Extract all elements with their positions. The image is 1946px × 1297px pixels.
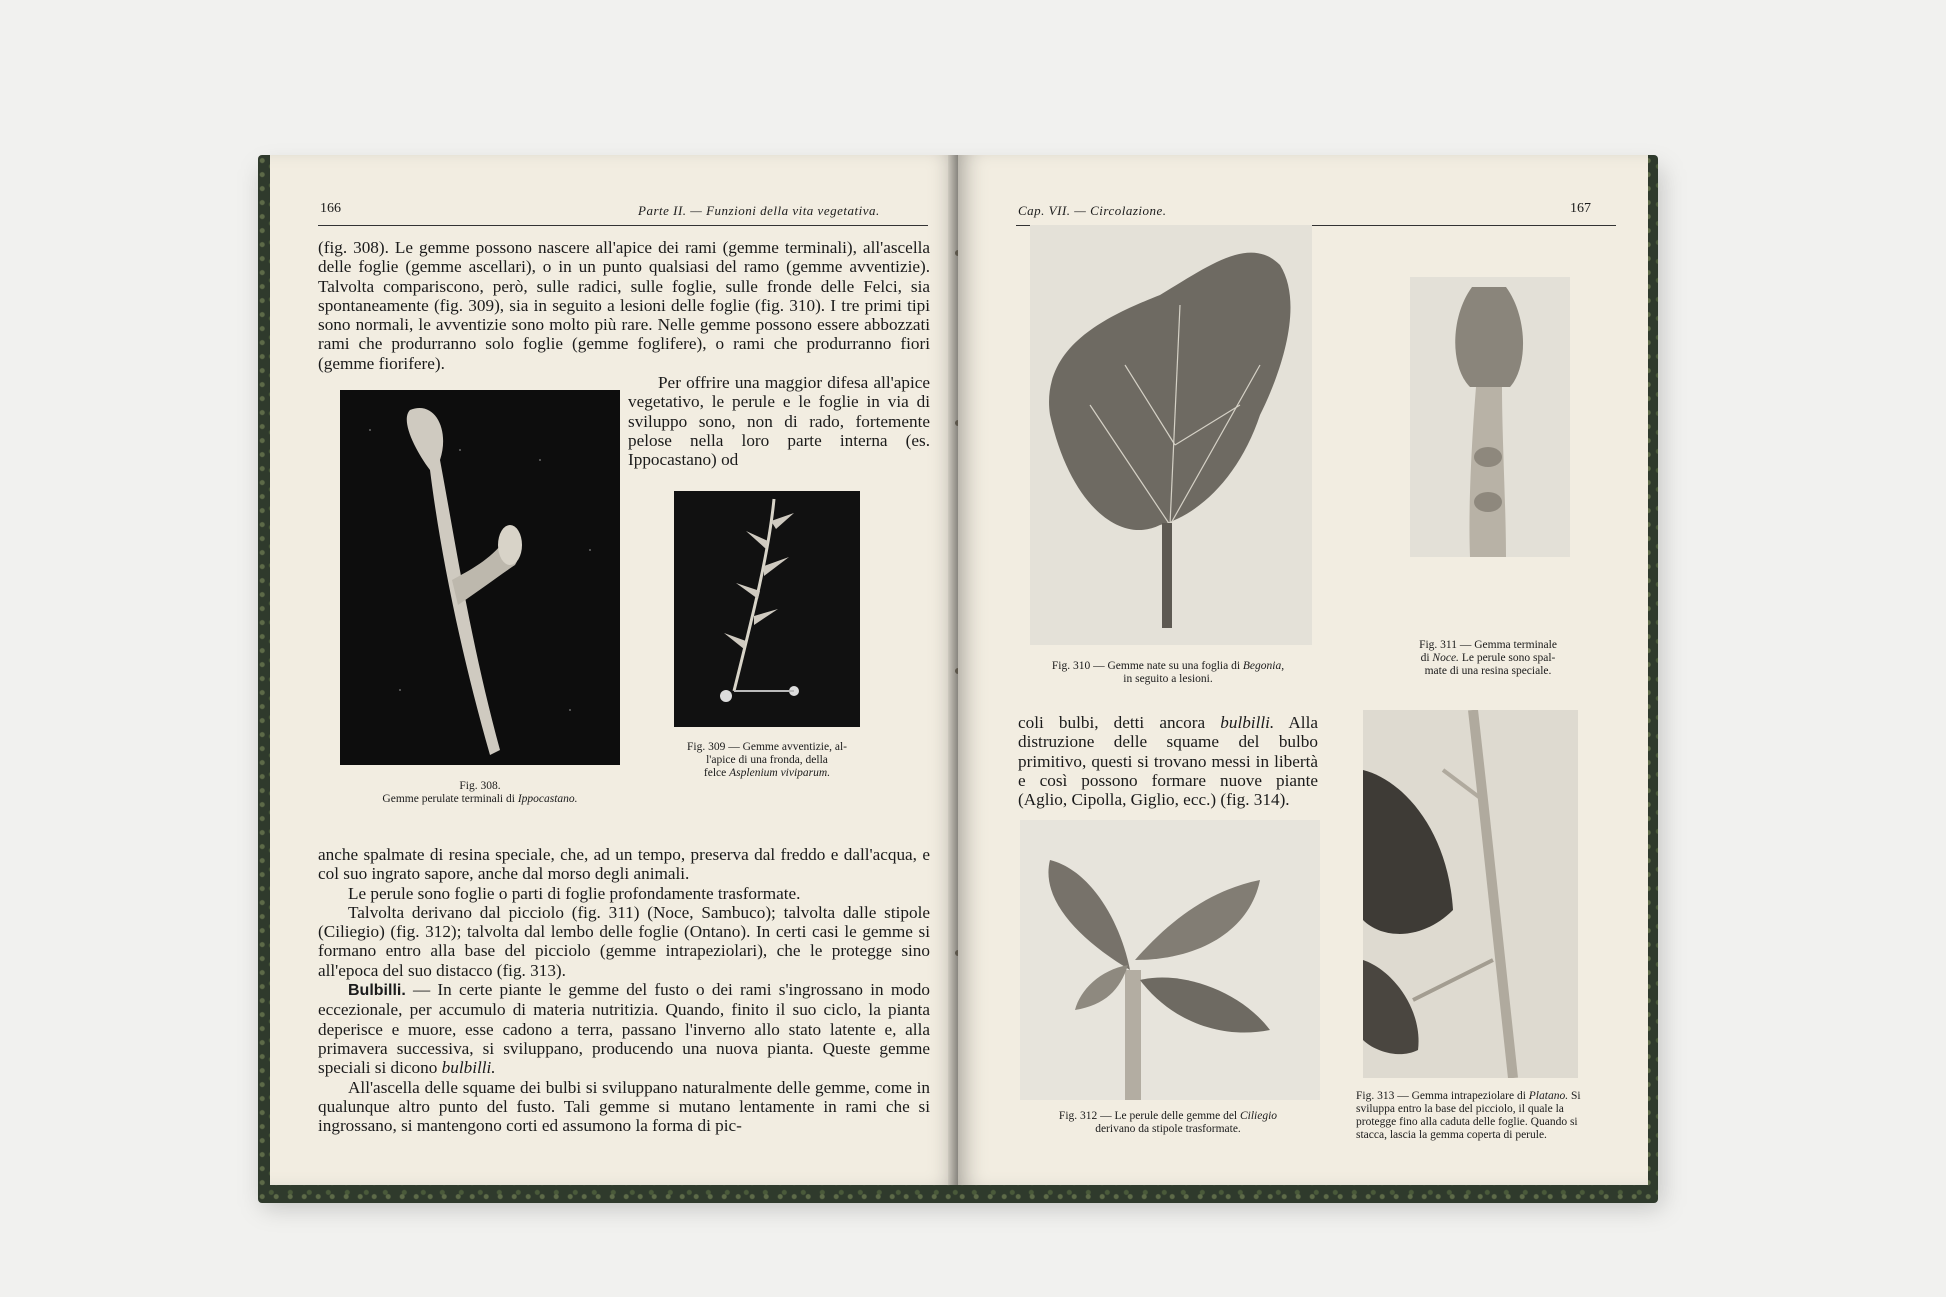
figure-308-caption: Fig. 308. Gemme perulate terminali di Ippocastano.: [382, 780, 578, 805]
page-number-right: 167: [1570, 201, 1591, 216]
running-head-left: Parte II. — Funzioni della vita vegetativa.: [638, 203, 880, 218]
figure-311-photo: [1410, 277, 1570, 557]
figure-313-photo: [1363, 710, 1578, 1078]
figure-311-caption: Fig. 311 — Gemma terminale di Noce. Le perule sono spal- mate di una resina speciale.: [1419, 639, 1557, 677]
page-number-left: 166: [320, 201, 341, 216]
figure-310-photo: [1030, 225, 1312, 645]
paragraph-bottom: anche spalmate di resina speciale, che, ad un tempo, preserva dal freddo e dall'acqua, e col suo ingrato sapore, anche dal morso degli animali. Le perule sono foglie o parti di foglie profondamente trasformate. Talvolta derivano dal picciolo (fig. 311) (Noce, Sambuco); talvolta dalle stipole (Ciliegio) (fig. 312); talvolta dal lembo delle foglie (Ontano). In certi casi le gemme si formano entro alla base del picciolo (gemme intrapeziolari), che le protegge sino all'epoca del suo distacco (fig. 313). Bulbilli. — In certe piante le gemme del fusto o dei rami s'ingrossano in modo eccezionale, per accumulo di materia nutritizia. Quando, finito il suo ciclo, la pianta deperisce e muore, esse cadono a terra, passano l'inverno allo stato latente e, alla primavera successiva, si sviluppano, producendo una nuova pianta. Queste gemme speciali si dicono bulbilli. All'ascella delle squame dei bulbi si sviluppano naturalmente delle gemme, come in qualunque altro punto del fusto. Tali gemme si mutano lentamente in rami che si ingrossano, si mantengono corti ed assumono la forma di pic-: [318, 845, 930, 1136]
figure-312-photo: [1020, 820, 1320, 1100]
paragraph-top: (fig. 308). Le gemme possono nascere all'apice dei rami (gemme terminali), all'ascella delle foglie (gemme ascellari), o in un punto qualsiasi del ramo (gemme avventizie). Talvolta compariscono, però, sulle radici, sulle foglie, sulle fronde delle Felci, sia spontaneamente (fig. 309), sia in seguito a lesioni delle foglie (fig. 310). I tre primi tipi sono normali, le avventizie sono molto più rare. Nelle gemme possono essere abbozzati rami che produrranno solo foglie (gemme foglifere), o rami che produrranno fiori (gemme fiorifere).: [318, 238, 930, 373]
figure-308-photo: [340, 390, 620, 765]
figure-309-caption: Fig. 309 — Gemme avventizie, al- l'apice di una fronda, della felce Asplenium viviparum.: [686, 741, 847, 779]
figure-309-photo: [674, 491, 860, 727]
right-page: [958, 155, 1648, 1185]
paragraph-middle: coli bulbi, detti ancora bulbilli. Alla distruzione delle squame del bulbo primitivo, questi si trovano messi in libertà e così possono formare nuove piante (Aglio, Cipolla, Giglio, ecc.) (fig. 314).: [1018, 713, 1318, 810]
left-page: [270, 155, 958, 1185]
bulbilli-heading: Bulbilli.: [348, 982, 406, 1000]
paragraph-side: Per offrire una maggior difesa all'apice vegetativo, le perule e le foglie in via di sviluppo sono, non di rado, fortemente pelose nella loro parte interna (es. Ippocastano) od: [628, 373, 930, 470]
running-head-right: Cap. VII. — Circolazione.: [1018, 203, 1167, 218]
figure-312-caption: Fig. 312 — Le perule delle gemme del Ciliegio derivano da stipole trasformate.: [1058, 1110, 1278, 1135]
figure-310-caption: Fig. 310 — Gemme nate su una foglia di Begonia, in seguito a lesioni.: [1051, 660, 1285, 685]
header-rule-left: [318, 225, 928, 226]
figure-313-caption: Fig. 313 — Gemma intrapeziolare di Platano. Si sviluppa entro la base del picciolo, il quale la protegge fino alla caduta delle foglie. Quando si stacca, lascia la gemma coperta di perule.: [1356, 1090, 1581, 1141]
